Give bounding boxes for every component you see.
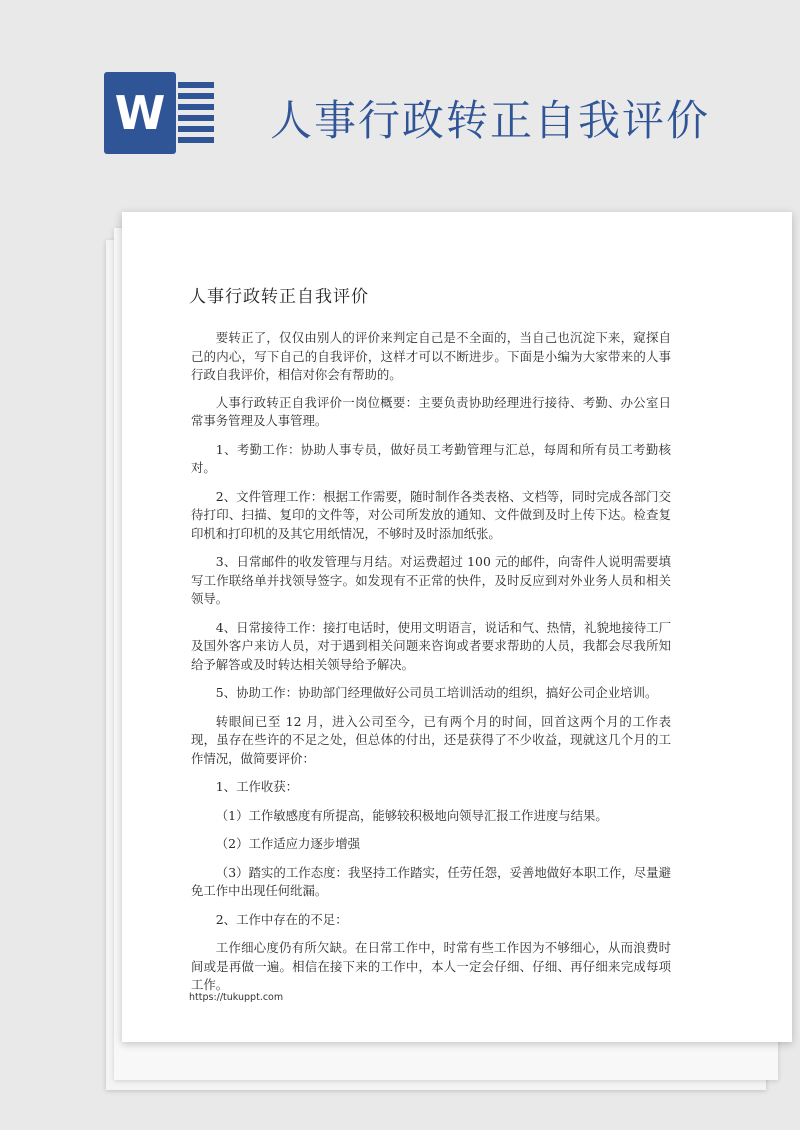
section-heading: 1、工作收获： [215,779,299,794]
banner-title: 人事行政转正自我评价 [270,96,711,145]
paragraph-item: 3、日常邮件的收发管理与月结。对运费超过 100 元的邮件，向寄件人说明需要填写工作联络单并找领导签字。如发现有不正常的快件，及时反应到对外业务人员和相关领导。 [191,554,671,606]
paragraph-item: 1、考勤工作：协助人事专员，做好员工考勤管理与汇总，每周和所有员工考勤核对。 [191,441,671,475]
document-body [191,329,671,1005]
word-logo-lines [178,82,214,148]
document-page [122,212,792,1042]
word-logo-icon [104,72,212,154]
paragraph-conclusion: 工作细心度仍有所欠缺。在日常工作中，时常有些工作因为不够细心，从而浪费时间或是再做一遍。相信在接下来的工作中，本人一定会仔细、仔细、再仔细来完成每项工作。 [191,940,671,992]
footer-url: https://tukuppt.com [189,992,284,1003]
section-heading: 2、工作中存在的不足： [215,911,348,927]
paragraph-summary: 转眼间已至 12 月，进入公司至今，已有两个月的时间，回首这两个月的工作表现，虽存在些许的不足之处，但总体的付出，还是获得了不少收益，现就这几个月的工作情况，做简要评价： [191,713,671,766]
paragraph-subitem: （1）工作敏感度有所提高，能够较积极地向领导汇报工作进度与结果。 [215,807,608,823]
paragraph-item: 4、日常接待工作：接打电话时，使用文明语言，说话和气、热情，礼貌地接待工厂及国外客户来访人员，对于遇到相关问题来咨询或者要求帮助的人员，我都会尽我所知给予解答或及时转达相关领导给予解决。 [191,619,671,672]
paragraph-overview: 人事行政转正自我评价一岗位概要：主要负责协助经理进行接待、考勤、办公室日常事务管理及人事管理。 [191,394,671,428]
paragraph-item: 5、协助工作：协助部门经理做好公司员工培训活动的组织，搞好公司企业培训。 [215,685,658,700]
paragraph-subitem: （2）工作适应力逐步增强 [215,836,360,851]
paragraph-item: 2、文件管理工作：根据工作需要，随时制作各类表格、文档等，同时完成各部门交待打印、扫描、复印的文件等，对公司所发放的通知、文件做到及时上传下达。检查复印机和打印机的及其它用纸情况，不够时及时添加纸张。 [191,488,671,541]
document-title: 人事行政转正自我评价 [189,287,369,307]
word-logo-letter: W [104,72,176,154]
paragraph-subitem: （3）踏实的工作态度：我坚持工作踏实，任劳任怨，妥善地做好本职工作，尽量避免工作中出现任何纰漏。 [191,864,671,898]
paragraph-intro: 要转正了，仅仅由别人的评价来判定自己是不全面的，当自己也沉淀下来，窥探自己的内心，写下自己的自我评价，这样才可以不断进步。下面是小编为大家带来的人事行政自我评价，相信对你会有帮助的。 [191,330,671,382]
